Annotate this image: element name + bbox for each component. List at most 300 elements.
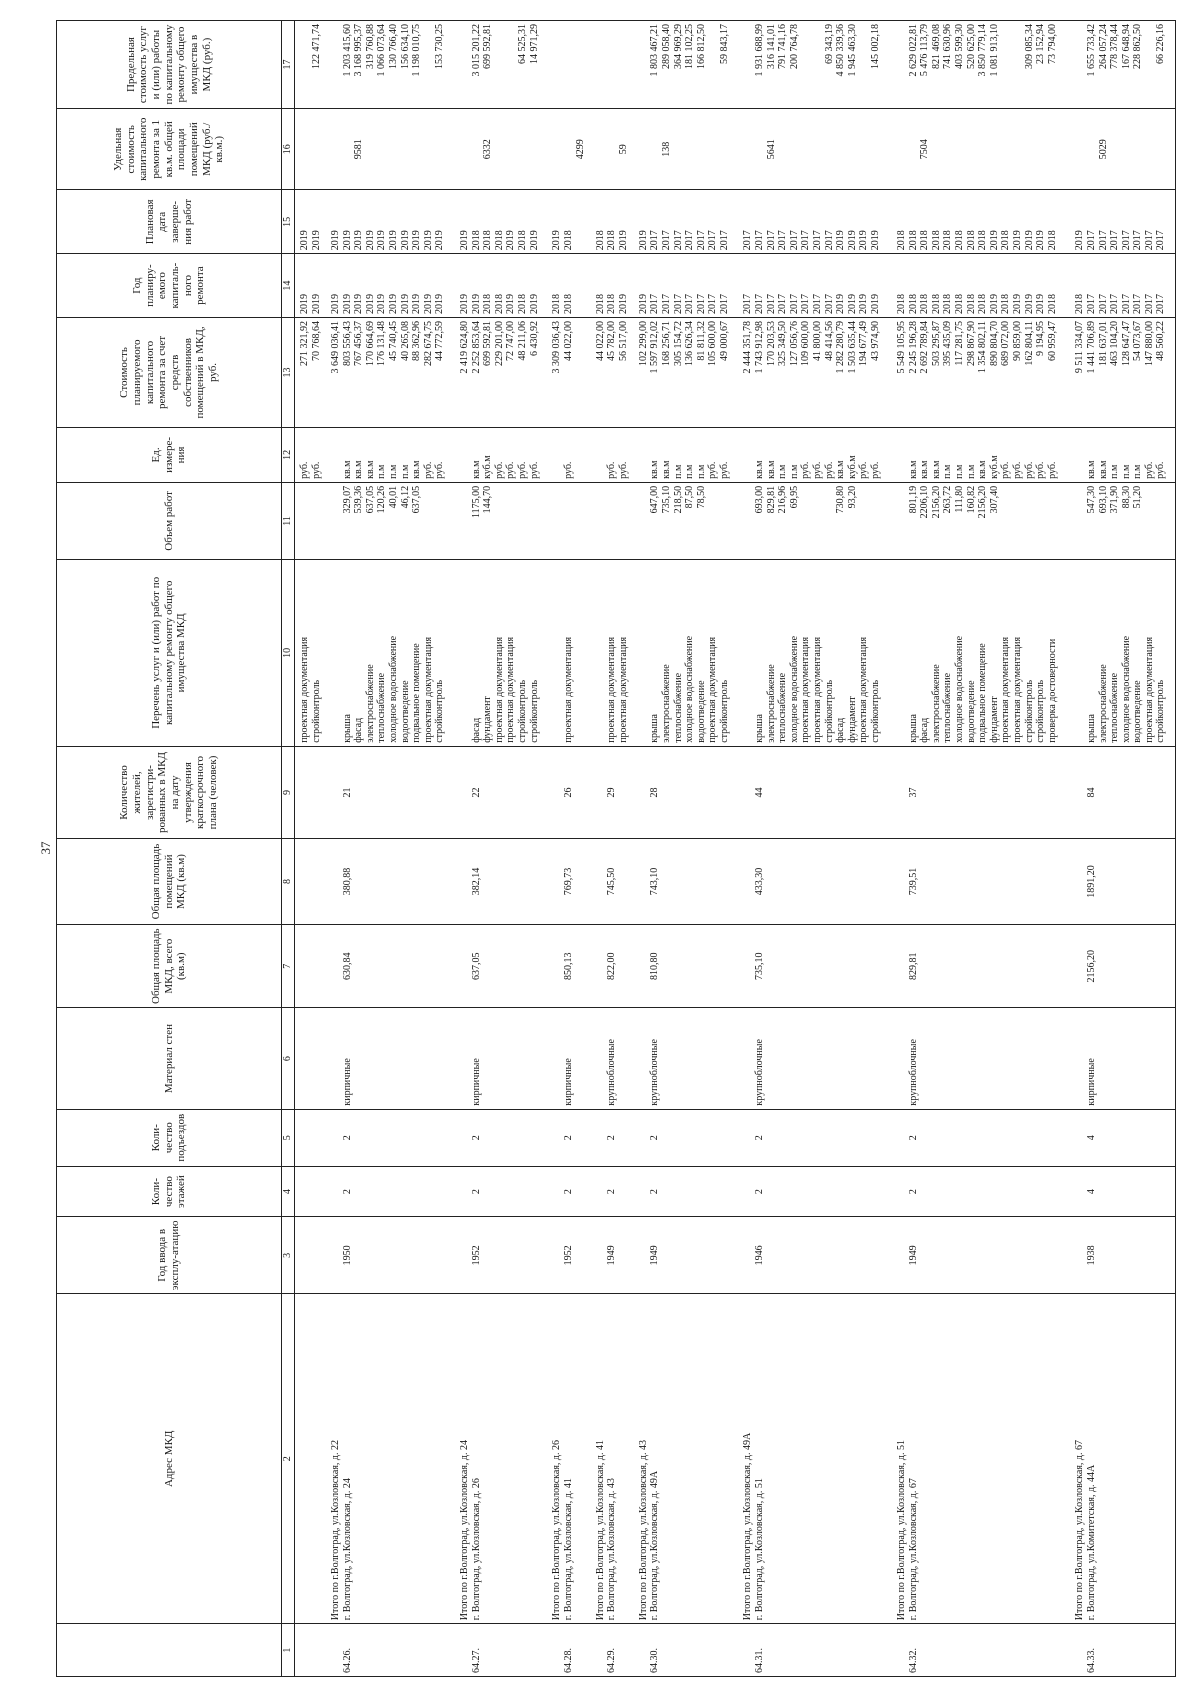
cell-line: 5641 xyxy=(765,139,777,160)
cell-line xyxy=(311,112,323,186)
cell-line xyxy=(517,928,529,1005)
cell-col-6 xyxy=(738,1008,892,1109)
cell-line xyxy=(1035,486,1047,556)
cell-col-5 xyxy=(326,1109,455,1166)
cell-line: 778 378,44 xyxy=(1109,24,1121,69)
cell-col-11 xyxy=(892,482,1070,559)
cell-line xyxy=(896,750,908,835)
cell-col-16 xyxy=(1070,109,1175,190)
cell-line xyxy=(777,112,789,186)
cell-line: 64.27. xyxy=(470,1648,482,1673)
cell-line: 2017 xyxy=(707,230,719,251)
cell-line: 2017 xyxy=(811,293,823,314)
cell-line xyxy=(400,750,412,835)
cell-col-14 xyxy=(634,254,739,318)
cell-line xyxy=(517,112,529,186)
cell-col-11 xyxy=(547,482,590,559)
cell-line: 2017 xyxy=(1085,230,1097,251)
cell-line: 2017 xyxy=(823,230,835,251)
cell-line xyxy=(505,1220,517,1290)
cell-line: кв.м xyxy=(364,460,376,479)
cell-line: 2019 xyxy=(459,230,471,251)
cell-line: фундамент xyxy=(846,696,858,743)
cell-line xyxy=(1000,24,1012,105)
column-header: Год ввода в эксплу-атацию xyxy=(57,1217,282,1294)
cell-line xyxy=(661,1627,673,1673)
cell-col-13 xyxy=(1070,317,1175,427)
cell-line xyxy=(789,1297,801,1620)
cell-line: 4 850 339,36 xyxy=(835,24,847,77)
cell-line: 2019 xyxy=(376,230,388,251)
cell-line: 48 560,22 xyxy=(1155,320,1167,361)
cell-line xyxy=(896,1011,908,1105)
cell-col-11 xyxy=(295,482,326,559)
cell-line xyxy=(638,1220,650,1290)
cell-col-15 xyxy=(1070,190,1175,254)
column-header: Материал стен xyxy=(57,1008,282,1109)
cell-line: кв.м xyxy=(649,460,661,479)
cell-line xyxy=(1155,112,1167,186)
cell-line: 2019 xyxy=(353,293,365,314)
cell-line: 45 740,45 xyxy=(387,320,399,361)
cell-line: 2 xyxy=(470,1135,482,1141)
cell-line: Итого по г.Волгоград, ул.Козловская, д. 24 xyxy=(459,1439,471,1621)
cell-line xyxy=(482,842,494,921)
cell-line: 81 811,32 xyxy=(695,320,707,361)
cell-line xyxy=(434,842,446,921)
cell-line xyxy=(434,928,446,1005)
cell-line xyxy=(696,1011,708,1105)
cell-line xyxy=(696,1297,708,1620)
cell-line: 2019 xyxy=(551,230,563,251)
cell-line: электроснабжение xyxy=(765,664,777,743)
cell-line xyxy=(742,563,754,743)
cell-line: 433,30 xyxy=(753,867,765,896)
cell-line xyxy=(423,928,435,1005)
cell-line: 2 xyxy=(341,1189,353,1195)
cell-line: водоотведение xyxy=(1132,680,1144,743)
cell-line xyxy=(423,1170,435,1214)
cell-line: 2 xyxy=(753,1135,765,1141)
cell-col-9 xyxy=(1070,746,1175,838)
cell-line: 54 073,67 xyxy=(1132,320,1144,361)
cell-col-10 xyxy=(1070,559,1175,746)
cell-line xyxy=(529,928,541,1005)
cell-line xyxy=(835,1170,847,1214)
cell-line xyxy=(411,1627,423,1673)
cell-line xyxy=(459,750,471,835)
cell-line xyxy=(595,24,607,105)
cell-line xyxy=(411,928,423,1005)
cell-line: 2019 xyxy=(459,293,471,314)
cell-line xyxy=(494,1297,506,1620)
cell-line: кв.м xyxy=(907,460,919,479)
cell-line: руб. xyxy=(718,461,730,479)
cell-line: 2018 xyxy=(942,230,954,251)
cell-line xyxy=(365,1220,377,1290)
cell-line xyxy=(299,486,311,556)
cell-line xyxy=(719,112,731,186)
cell-line xyxy=(777,928,789,1005)
cell-col-15 xyxy=(892,190,1070,254)
cell-line: крыша xyxy=(907,714,919,743)
cell-line xyxy=(719,928,731,1005)
cell-line: 693,10 xyxy=(1097,485,1109,514)
cell-line xyxy=(707,1627,719,1673)
cell-line: фасад xyxy=(353,717,365,743)
cell-line: проектная документация xyxy=(707,636,719,743)
cell-line: 2018 xyxy=(1000,230,1012,251)
cell-line: теплоснабжение xyxy=(942,672,954,743)
cell-line xyxy=(376,1627,388,1673)
cell-col-17 xyxy=(634,21,739,109)
cell-line xyxy=(1035,1297,1047,1620)
cell-line xyxy=(400,1011,412,1105)
cell-col-12 xyxy=(326,427,455,482)
cell-line: кв.м xyxy=(470,460,482,479)
cell-line: 44 772,59 xyxy=(434,320,446,361)
cell-line: 6332 xyxy=(482,139,494,160)
cell-line xyxy=(330,842,342,921)
cell-line: 2 xyxy=(649,1189,661,1195)
cell-line: руб. xyxy=(1023,461,1035,479)
cell-line xyxy=(299,1170,311,1214)
cell-line: 2017 xyxy=(718,293,730,314)
cell-col-16 xyxy=(591,109,634,190)
cell-line: 1952 xyxy=(562,1245,574,1266)
cell-line xyxy=(434,1170,446,1214)
cell-line xyxy=(824,1220,836,1290)
cell-line: 637,05 xyxy=(411,485,423,514)
cell-col-5 xyxy=(892,1109,1070,1166)
cell-line xyxy=(835,1011,847,1105)
column-header: Год планиру-емого капиталь-ного ремонта xyxy=(57,254,282,318)
cell-line xyxy=(896,1113,908,1163)
cell-line xyxy=(777,1170,789,1214)
cell-line xyxy=(423,1297,435,1620)
cell-line xyxy=(411,1113,423,1163)
cell-line xyxy=(311,928,323,1005)
column-header: Коли-чество подъездов xyxy=(57,1109,282,1166)
cell-line xyxy=(896,563,908,743)
cell-line xyxy=(707,928,719,1005)
cell-line: 2 692 789,84 xyxy=(919,320,931,374)
cell-line xyxy=(1109,750,1121,835)
cell-line: 829,81 xyxy=(907,952,919,980)
cell-line: 130 766,40 xyxy=(387,24,399,69)
cell-line xyxy=(517,750,529,835)
cell-line: кирпичные xyxy=(1085,1058,1097,1106)
cell-line xyxy=(847,112,859,186)
cell-line: фундамент xyxy=(988,696,1000,743)
cell-line: 264 057,24 xyxy=(1097,24,1109,69)
cell-line xyxy=(1155,1170,1167,1214)
cell-line: 2017 xyxy=(1132,230,1144,251)
cell-line xyxy=(1132,1113,1144,1163)
cell-line: стройконтроль xyxy=(1155,679,1167,743)
cell-line: 48 211,06 xyxy=(517,320,529,361)
cell-line xyxy=(919,1011,931,1105)
cell-line xyxy=(505,1113,517,1163)
cell-line xyxy=(482,1113,494,1163)
cell-line xyxy=(299,1220,311,1290)
cell-line: 49 000,67 xyxy=(718,320,730,361)
cell-line xyxy=(766,928,778,1005)
cell-col-7 xyxy=(295,924,326,1008)
cell-line xyxy=(551,1627,563,1673)
cell-line xyxy=(742,1170,754,1214)
cell-line xyxy=(551,1170,563,1214)
cell-line: 2018 xyxy=(606,293,618,314)
cell-line: 73 794,00 xyxy=(1046,24,1058,64)
cell-line: 2 xyxy=(649,1135,661,1141)
cell-line: 2019 xyxy=(858,230,870,251)
cell-line xyxy=(505,928,517,1005)
cell-line xyxy=(595,842,607,921)
cell-line: п.м xyxy=(695,464,707,479)
cell-col-12 xyxy=(295,427,326,482)
cell-line xyxy=(800,928,812,1005)
cell-line: 2019 xyxy=(411,230,423,251)
cell-line xyxy=(595,1011,607,1105)
cell-line xyxy=(365,750,377,835)
cell-line: 56 517,00 xyxy=(617,320,629,361)
cell-line xyxy=(638,1011,650,1105)
cell-line: 78,50 xyxy=(695,485,707,509)
cell-line: 3 649 036,41 xyxy=(329,320,341,374)
cell-line: 263,72 xyxy=(942,485,954,514)
cell-col-11 xyxy=(1070,482,1175,559)
cell-line xyxy=(551,112,563,186)
cell-line: 156 634,10 xyxy=(399,24,411,69)
cell-line xyxy=(896,1170,908,1214)
cell-line xyxy=(505,1011,517,1105)
cell-line: 64.33. xyxy=(1085,1648,1097,1673)
cell-line xyxy=(1024,486,1036,556)
cell-line xyxy=(400,1220,412,1290)
cell-col-8 xyxy=(295,839,326,925)
cell-line xyxy=(931,112,943,186)
cell-line: 2017 xyxy=(1097,293,1109,314)
cell-line xyxy=(482,1627,494,1673)
cell-line: 9 194,95 xyxy=(1035,320,1047,356)
cell-line: 2018 xyxy=(606,230,618,251)
cell-line: 289 058,40 xyxy=(660,24,672,69)
cell-line xyxy=(505,1297,517,1620)
cell-line: 2 xyxy=(562,1189,574,1195)
cell-line: 767 456,37 xyxy=(353,320,365,366)
cell-line xyxy=(707,112,719,186)
table-row xyxy=(634,21,739,1677)
cell-line: 539,36 xyxy=(353,485,365,514)
cell-line: Итого по г.Волгоград, ул.Козловская, д. 22 xyxy=(329,1439,341,1621)
column-number: 14 xyxy=(282,254,295,318)
cell-line: руб. xyxy=(310,461,322,479)
cell-line: 2018 xyxy=(594,230,606,251)
cell-col-3 xyxy=(326,1217,455,1294)
cell-line: 3 850 779,14 xyxy=(977,24,989,77)
cell-line xyxy=(400,842,412,921)
table-row xyxy=(1070,21,1175,1677)
cell-line xyxy=(954,1627,966,1673)
cell-line xyxy=(954,750,966,835)
cell-line xyxy=(551,431,563,479)
cell-line xyxy=(896,1627,908,1673)
cell-line xyxy=(742,1627,754,1673)
cell-line xyxy=(459,431,471,479)
cell-line xyxy=(661,928,673,1005)
cell-line xyxy=(1012,486,1024,556)
cell-col-3 xyxy=(738,1217,892,1294)
cell-col-15 xyxy=(455,190,547,254)
cell-line xyxy=(789,750,801,835)
cell-line: 503 295,87 xyxy=(930,320,942,366)
cell-line xyxy=(835,750,847,835)
cell-line xyxy=(551,842,563,921)
cell-line: кв.м xyxy=(977,460,989,479)
cell-col-15 xyxy=(591,190,634,254)
cell-line xyxy=(1024,1113,1036,1163)
cell-line xyxy=(376,1113,388,1163)
cell-line xyxy=(661,842,673,921)
cell-line: 2017 xyxy=(1097,230,1109,251)
cell-line xyxy=(1121,1220,1133,1290)
cell-line xyxy=(1109,842,1121,921)
cell-line: 1 743 912,98 xyxy=(753,320,765,374)
cell-col-17 xyxy=(892,21,1070,109)
cell-line: 2017 xyxy=(660,293,672,314)
cell-line: п.м xyxy=(1120,464,1132,479)
column-number: 4 xyxy=(282,1166,295,1217)
cell-line xyxy=(311,1297,323,1620)
cell-line xyxy=(365,1170,377,1214)
cell-line xyxy=(638,928,650,1005)
cell-line xyxy=(618,928,630,1005)
cell-line xyxy=(330,431,342,479)
cell-line: холодное водоснабжение xyxy=(387,635,399,743)
cell-line xyxy=(908,112,920,186)
cell-line: крупноблочные xyxy=(753,1039,765,1106)
cell-line: 2017 xyxy=(742,293,754,314)
cell-line xyxy=(696,842,708,921)
cell-line xyxy=(1144,842,1156,921)
cell-line xyxy=(1144,1113,1156,1163)
cell-line xyxy=(742,112,754,186)
cell-line: 2018 xyxy=(977,293,989,314)
cell-line: 2017 xyxy=(1120,293,1132,314)
cell-line xyxy=(800,842,812,921)
cell-line xyxy=(1012,1220,1024,1290)
cell-col-2 xyxy=(295,1294,326,1624)
cell-col-11 xyxy=(591,482,634,559)
cell-line xyxy=(1121,112,1133,186)
cell-line xyxy=(411,1011,423,1105)
cell-line xyxy=(800,1011,812,1105)
cell-line: 298 867,90 xyxy=(965,320,977,366)
cell-line xyxy=(812,112,824,186)
cell-line: 7504 xyxy=(919,139,931,160)
capital-repair-table xyxy=(56,20,1176,1677)
cell-col-9 xyxy=(591,746,634,838)
cell-line xyxy=(388,1627,400,1673)
cell-line xyxy=(812,1011,824,1105)
cell-col-10 xyxy=(892,559,1070,746)
cell-line xyxy=(858,842,870,921)
cell-line xyxy=(494,842,506,921)
cell-line: 890 804,70 xyxy=(988,320,1000,366)
cell-line xyxy=(1024,1011,1036,1105)
cell-line: крупноблочные xyxy=(649,1039,661,1106)
column-header: Общая площадь помещений МКД (кв.м) xyxy=(57,839,282,925)
cell-line xyxy=(529,842,541,921)
cell-col-5 xyxy=(738,1109,892,1166)
cell-line: 2019 xyxy=(422,230,434,251)
header-row xyxy=(57,21,282,1677)
cell-line: 9 511 334,07 xyxy=(1074,320,1086,374)
cell-line xyxy=(434,750,446,835)
cell-line: 699 592,81 xyxy=(482,24,494,69)
cell-line xyxy=(618,486,630,556)
cell-line xyxy=(954,1297,966,1620)
cell-line xyxy=(595,1113,607,1163)
cell-line xyxy=(365,928,377,1005)
cell-line: кв.м xyxy=(1097,460,1109,479)
cell-line: 2018 xyxy=(551,293,563,314)
cell-line: 1952 xyxy=(470,1245,482,1266)
cell-line xyxy=(400,112,412,186)
cell-line xyxy=(459,842,471,921)
cell-line xyxy=(1144,928,1156,1005)
cell-line xyxy=(1074,1220,1086,1290)
cell-line: проектная документация xyxy=(858,636,870,743)
cell-line xyxy=(789,928,801,1005)
cell-line xyxy=(1144,1220,1156,1290)
cell-line: 120,26 xyxy=(376,485,388,514)
column-header: Объем работ xyxy=(57,482,282,559)
cell-line: 2 xyxy=(562,1135,574,1141)
cell-line xyxy=(858,1220,870,1290)
cell-line xyxy=(931,1113,943,1163)
cell-line: 2017 xyxy=(1120,230,1132,251)
cell-col-6 xyxy=(892,1008,1070,1109)
cell-line xyxy=(870,750,882,835)
cell-line: 2018 xyxy=(562,230,574,251)
cell-line: проектная документация xyxy=(493,636,505,743)
cell-line xyxy=(311,1011,323,1105)
cell-col-10 xyxy=(455,559,547,746)
cell-line xyxy=(707,750,719,835)
cell-line: 2019 xyxy=(637,230,649,251)
cell-col-17 xyxy=(738,21,892,109)
cell-line: руб. xyxy=(606,461,618,479)
cell-col-3 xyxy=(591,1217,634,1294)
cell-line xyxy=(353,750,365,835)
cell-line: 2019 xyxy=(310,230,322,251)
cell-line: 2 252 853,64 xyxy=(470,320,482,374)
cell-line: холодное водоснабжение xyxy=(788,635,800,743)
cell-line: 2018 xyxy=(482,293,494,314)
cell-line xyxy=(299,928,311,1005)
cell-line xyxy=(966,1627,978,1673)
cell-col-16 xyxy=(547,109,590,190)
cell-line: 2018 xyxy=(517,230,529,251)
cell-line xyxy=(1144,24,1156,105)
cell-line xyxy=(824,486,836,556)
cell-line: 2019 xyxy=(1023,293,1035,314)
cell-line xyxy=(742,842,754,921)
cell-col-12 xyxy=(455,427,547,482)
cell-line xyxy=(365,1627,377,1673)
